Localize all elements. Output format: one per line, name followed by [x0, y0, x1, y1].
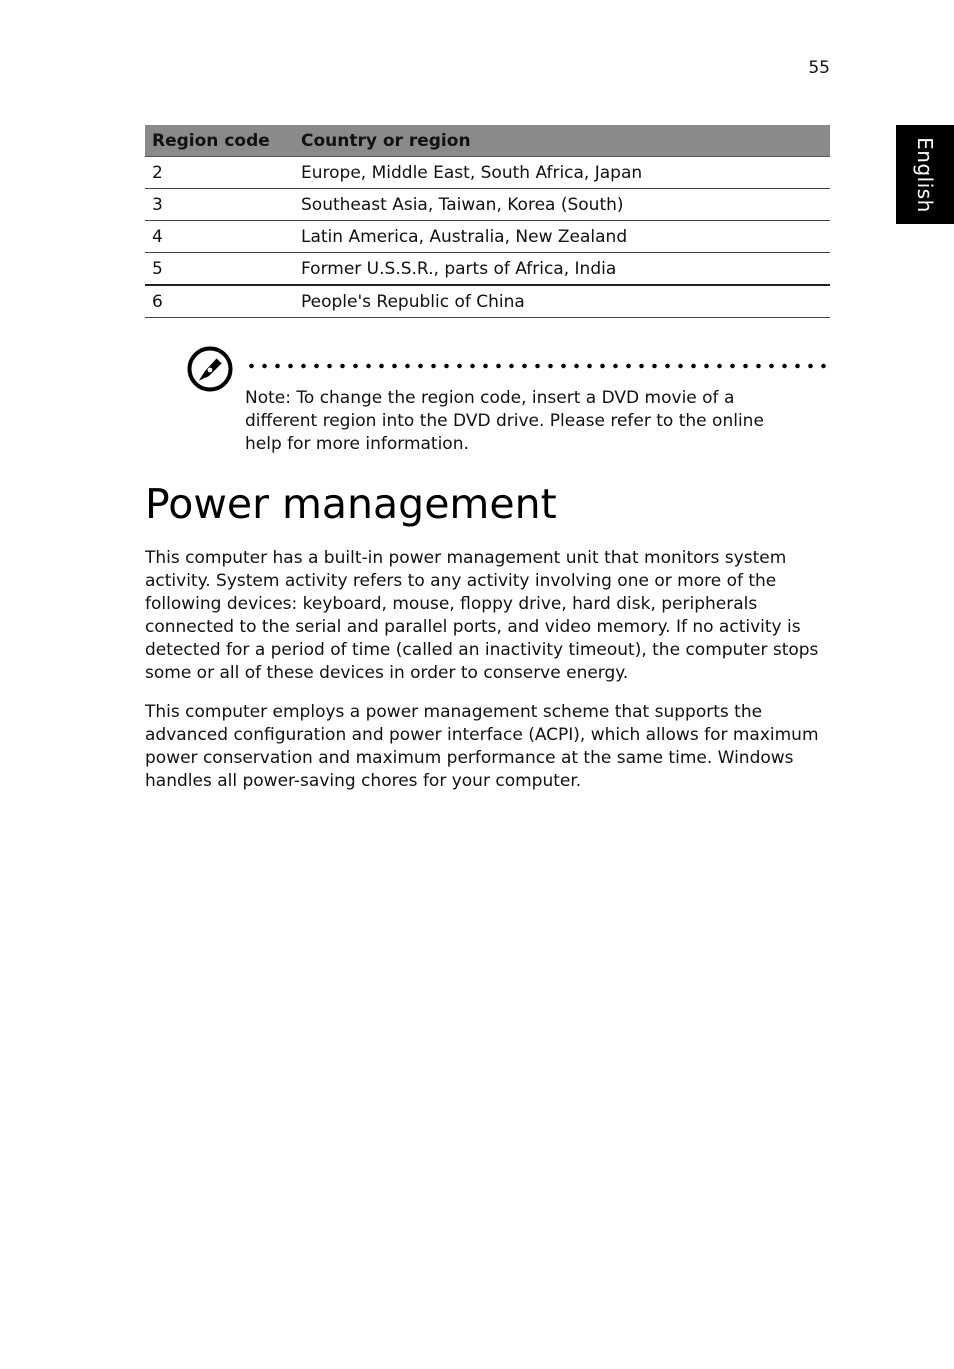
note-pen-icon [187, 346, 233, 392]
table-row [145, 189, 830, 221]
table-row [145, 285, 830, 318]
note-divider [245, 363, 830, 369]
language-tab [896, 125, 954, 224]
table-row [145, 157, 830, 189]
note-text: To change the region code, insert a DVD movie of a different region into the DVD drive. Please refer to the online help for more information. [245, 388, 764, 454]
table-cell-country: People's Republic of China [294, 285, 830, 318]
table-header-row [145, 125, 830, 157]
table-cell-region-code: 3 [145, 189, 294, 221]
table-row [145, 221, 830, 253]
note-block [245, 387, 805, 456]
table-cell-country: Europe, Middle East, South Africa, Japan [294, 157, 830, 189]
table-row [145, 253, 830, 286]
body-paragraph: This computer has a built-in power management unit that monitors system activity. System activity refers to any activity involving one or more of the following devices: keyboard, mouse, floppy drive, hard disk, peripherals connected to the serial and parallel ports, and video memory. If no activity is detected for a period of time (called an inactivity timeout), the computer stops some or all of these devices in order to conserve energy. [145, 548, 819, 683]
table-cell-country: Southeast Asia, Taiwan, Korea (South) [294, 189, 830, 221]
table-cell-region-code: 5 [145, 253, 294, 286]
table-cell-region-code: 2 [145, 157, 294, 189]
region-code-table [145, 125, 830, 318]
table-header-region-code: Region code [145, 125, 294, 157]
table-cell-country: Latin America, Australia, New Zealand [294, 221, 830, 253]
page-number: 55 [808, 58, 830, 78]
language-tab-label: English [913, 136, 937, 213]
table-cell-region-code: 4 [145, 221, 294, 253]
table-cell-region-code: 6 [145, 285, 294, 318]
note-label: Note: [245, 388, 291, 408]
section-title: Power management [145, 480, 557, 528]
body-paragraph: This computer employs a power management scheme that supports the advanced configuration and power interface (ACPI), which allows for maximum power conservation and maximum performance at the same time. Windows handles all power-saving chores for your computer. [145, 702, 819, 791]
table-header-country: Country or region [294, 125, 830, 157]
table-cell-country: Former U.S.S.R., parts of Africa, India [294, 253, 830, 286]
